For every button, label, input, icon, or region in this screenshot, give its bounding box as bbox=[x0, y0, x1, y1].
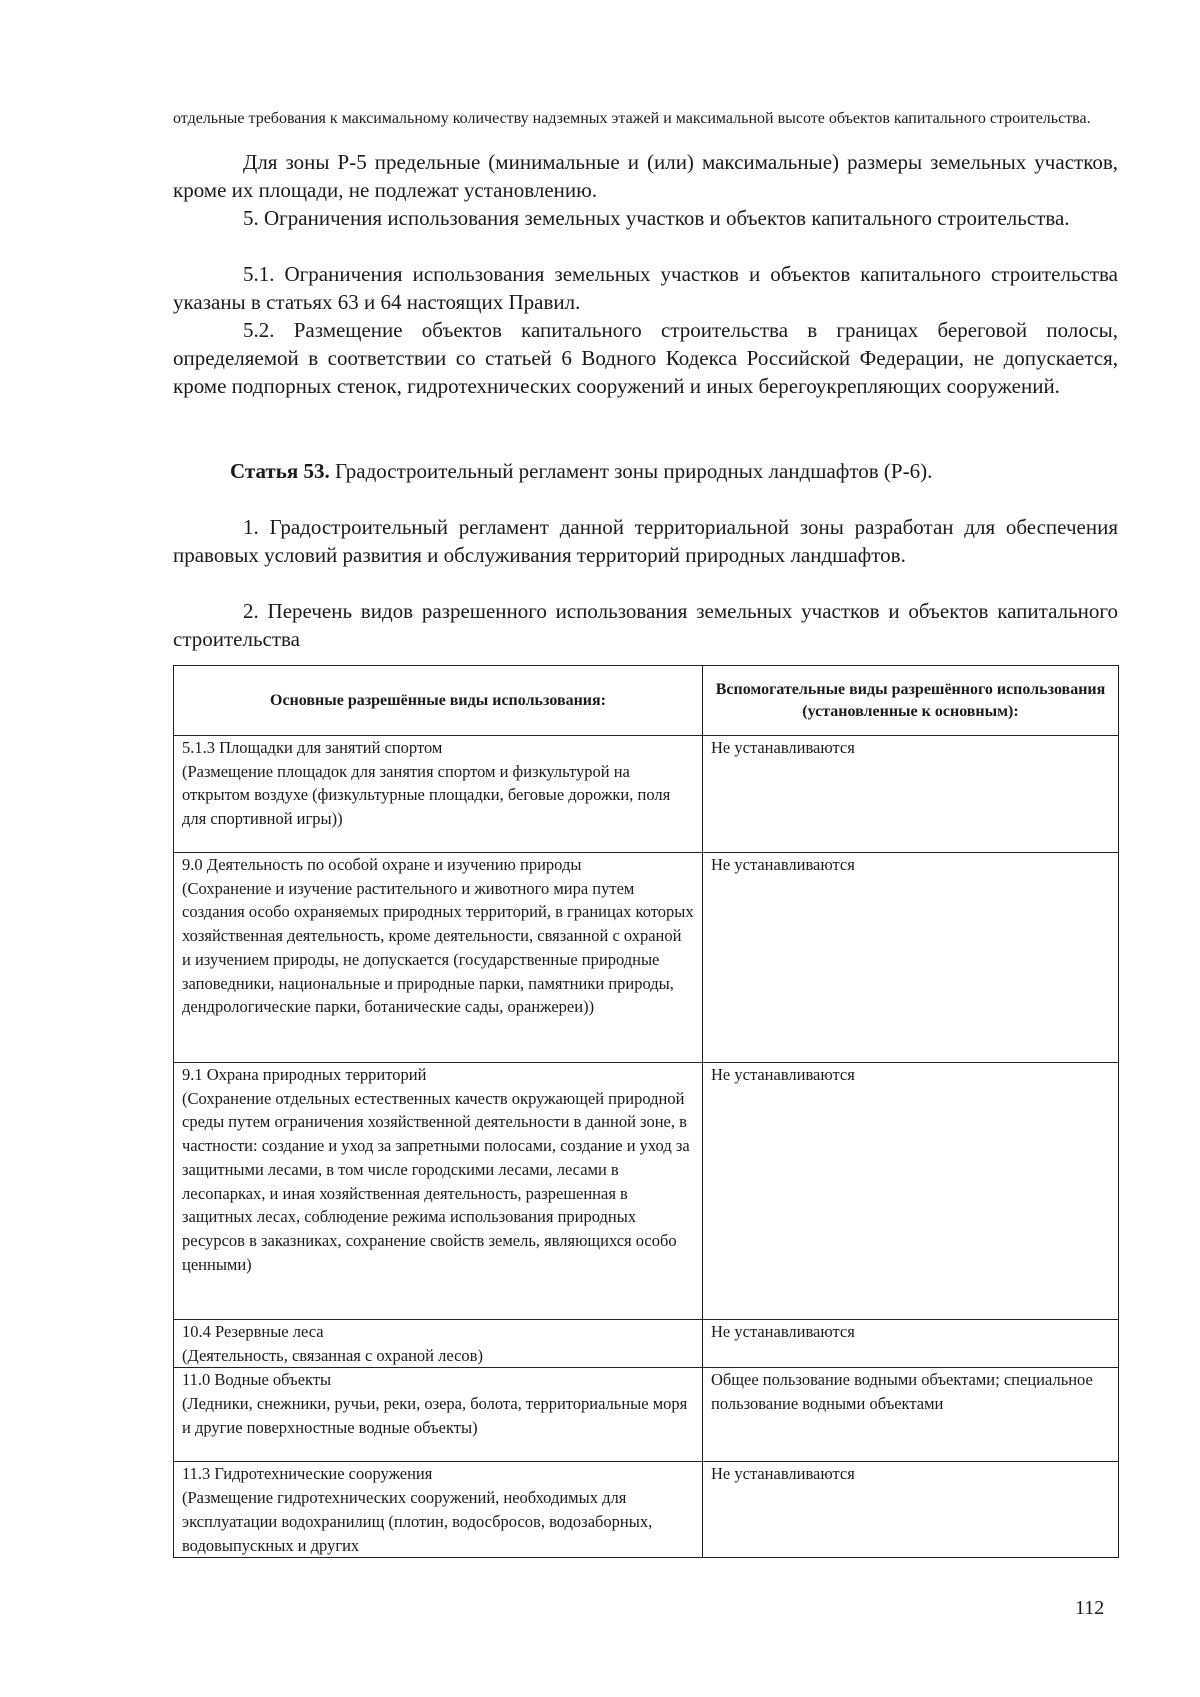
article-label: Статья 53. bbox=[230, 459, 330, 483]
paragraph-article-1: 1. Градостроительный регламент данной территориальной зоны разработан для обеспечения правовых условий развития и обслуживания территорий природных ландшафтов. bbox=[173, 515, 1118, 567]
paragraph-restrictions: 5. Ограничения использования земельных участков и объектов капитального строительства. bbox=[243, 206, 1070, 230]
auxiliary-use-cell: Не устанавливаются bbox=[703, 736, 1119, 853]
main-use-cell bbox=[174, 1462, 703, 1558]
use-title: 11.3 Гидротехнические сооружения bbox=[182, 1464, 433, 1484]
use-title: 5.1.3 Площадки для занятий спортом bbox=[182, 738, 443, 757]
auxiliary-use-cell: Не устанавливаются bbox=[703, 1320, 1119, 1368]
main-use-cell bbox=[174, 1320, 703, 1368]
main-use-cell bbox=[174, 1368, 703, 1462]
table-row bbox=[174, 1063, 1119, 1320]
article-heading bbox=[173, 457, 1118, 485]
use-description: (Размещение гидротехнических сооружений, необходимых для эксплуатации водохранилищ (плотин, водосбросов, водозаборных, водовыпускных и других bbox=[182, 1488, 653, 1555]
table-row bbox=[174, 853, 1119, 1063]
paragraph-article-2: 2. Перечень видов разрешенного использования земельных участков и объектов капитального строительства bbox=[173, 599, 1118, 651]
use-title: 9.0 Деятельность по особой охране и изучению природы bbox=[182, 855, 582, 874]
use-description: (Размещение площадок для занятия спортом и физкультурой на открытом воздухе (физкультурные площадки, беговые дорожки, поля для спортивной игры)) bbox=[182, 761, 671, 829]
auxiliary-use-cell: Общее пользование водными объектами; специальное пользование водными объектами bbox=[703, 1368, 1119, 1462]
main-use-cell bbox=[174, 736, 703, 853]
paragraph-restrictions-5-1: 5.1. Ограничения использования земельных участков и объектов капитального строительства указаны в статьях 63 и 64 настоящих Правил. bbox=[173, 262, 1118, 314]
auxiliary-use-cell: Не устанавливаются bbox=[703, 1462, 1119, 1558]
use-description: (Сохранение и изучение растительного и животного мира путем создания особо охраняемых природных территорий, в границах которых хозяйственная деятельность, кроме деятельности, связанной с охраной и изучением природы, не допускается (государственные природные заповедники, национальные и природные парки, памятники природы, дендрологические парки, ботанические сады, оранжереи)) bbox=[182, 878, 694, 1017]
table-row bbox=[174, 1368, 1119, 1462]
auxiliary-use-cell: Не устанавливаются bbox=[703, 1063, 1119, 1320]
table-row bbox=[174, 736, 1119, 853]
paragraph-zone-r5-sizes: Для зоны Р-5 предельные (минимальные и (или) максимальные) размеры земельных участков, кроме их площади, не подлежат установлению. bbox=[173, 150, 1118, 202]
table-header-row bbox=[174, 666, 1119, 736]
table-row bbox=[174, 1320, 1119, 1368]
auxiliary-use-cell: Не устанавливаются bbox=[703, 853, 1119, 1063]
main-use-cell bbox=[174, 1063, 703, 1320]
header-auxiliary-uses: Вспомогательные виды разрешённого использования (установленные к основным): bbox=[703, 666, 1119, 736]
table-row bbox=[174, 1462, 1119, 1558]
use-description: (Деятельность, связанная с охраной лесов) bbox=[182, 1345, 483, 1365]
header-main-uses: Основные разрешённые виды использования: bbox=[174, 666, 703, 736]
use-title: 10.4 Резервные леса bbox=[182, 1322, 324, 1341]
paragraph-restrictions-5-2: 5.2. Размещение объектов капитального строительства в границах береговой полосы, определяемой в соответствии со статьей 6 Водного Кодекса Российской Федерации, не допускается, кроме подпорных стенок, гидротехнических сооружений и иных берегоукрепляющих сооружений. bbox=[173, 318, 1118, 398]
use-description: (Сохранение отдельных естественных качеств окружающей природной среды путем ограничения хозяйственной деятельности в данной зоне, в частности: создание и уход за запретными полосами, создание и уход за защитными лесами, в том числе городскими лесами, лесами в лесопарках, и иная хозяйственная деятельность, разрешенная в защитных лесах, соблюдение режима использования природных ресурсов в заказниках, сохранение свойств земель, являющихся особо ценными) bbox=[182, 1088, 690, 1274]
article-title: Градостроительный регламент зоны природных ландшафтов (Р-6). bbox=[334, 459, 933, 483]
intro-fragment: отдельные требования к максимальному количеству надземных этажей и максимальной высоте объектов капитального строительства. bbox=[173, 110, 1091, 127]
use-title: 11.0 Водные объекты bbox=[182, 1370, 332, 1390]
page-number: 112 bbox=[1075, 1597, 1105, 1619]
permitted-uses-table bbox=[173, 665, 1119, 1558]
main-use-cell bbox=[174, 853, 703, 1063]
use-description: (Ледники, снежники, ручьи, реки, озера, болота, территориальные моря и другие поверхностные водные объекты) bbox=[182, 1394, 688, 1437]
use-title: 9.1 Охрана природных территорий bbox=[182, 1065, 427, 1084]
